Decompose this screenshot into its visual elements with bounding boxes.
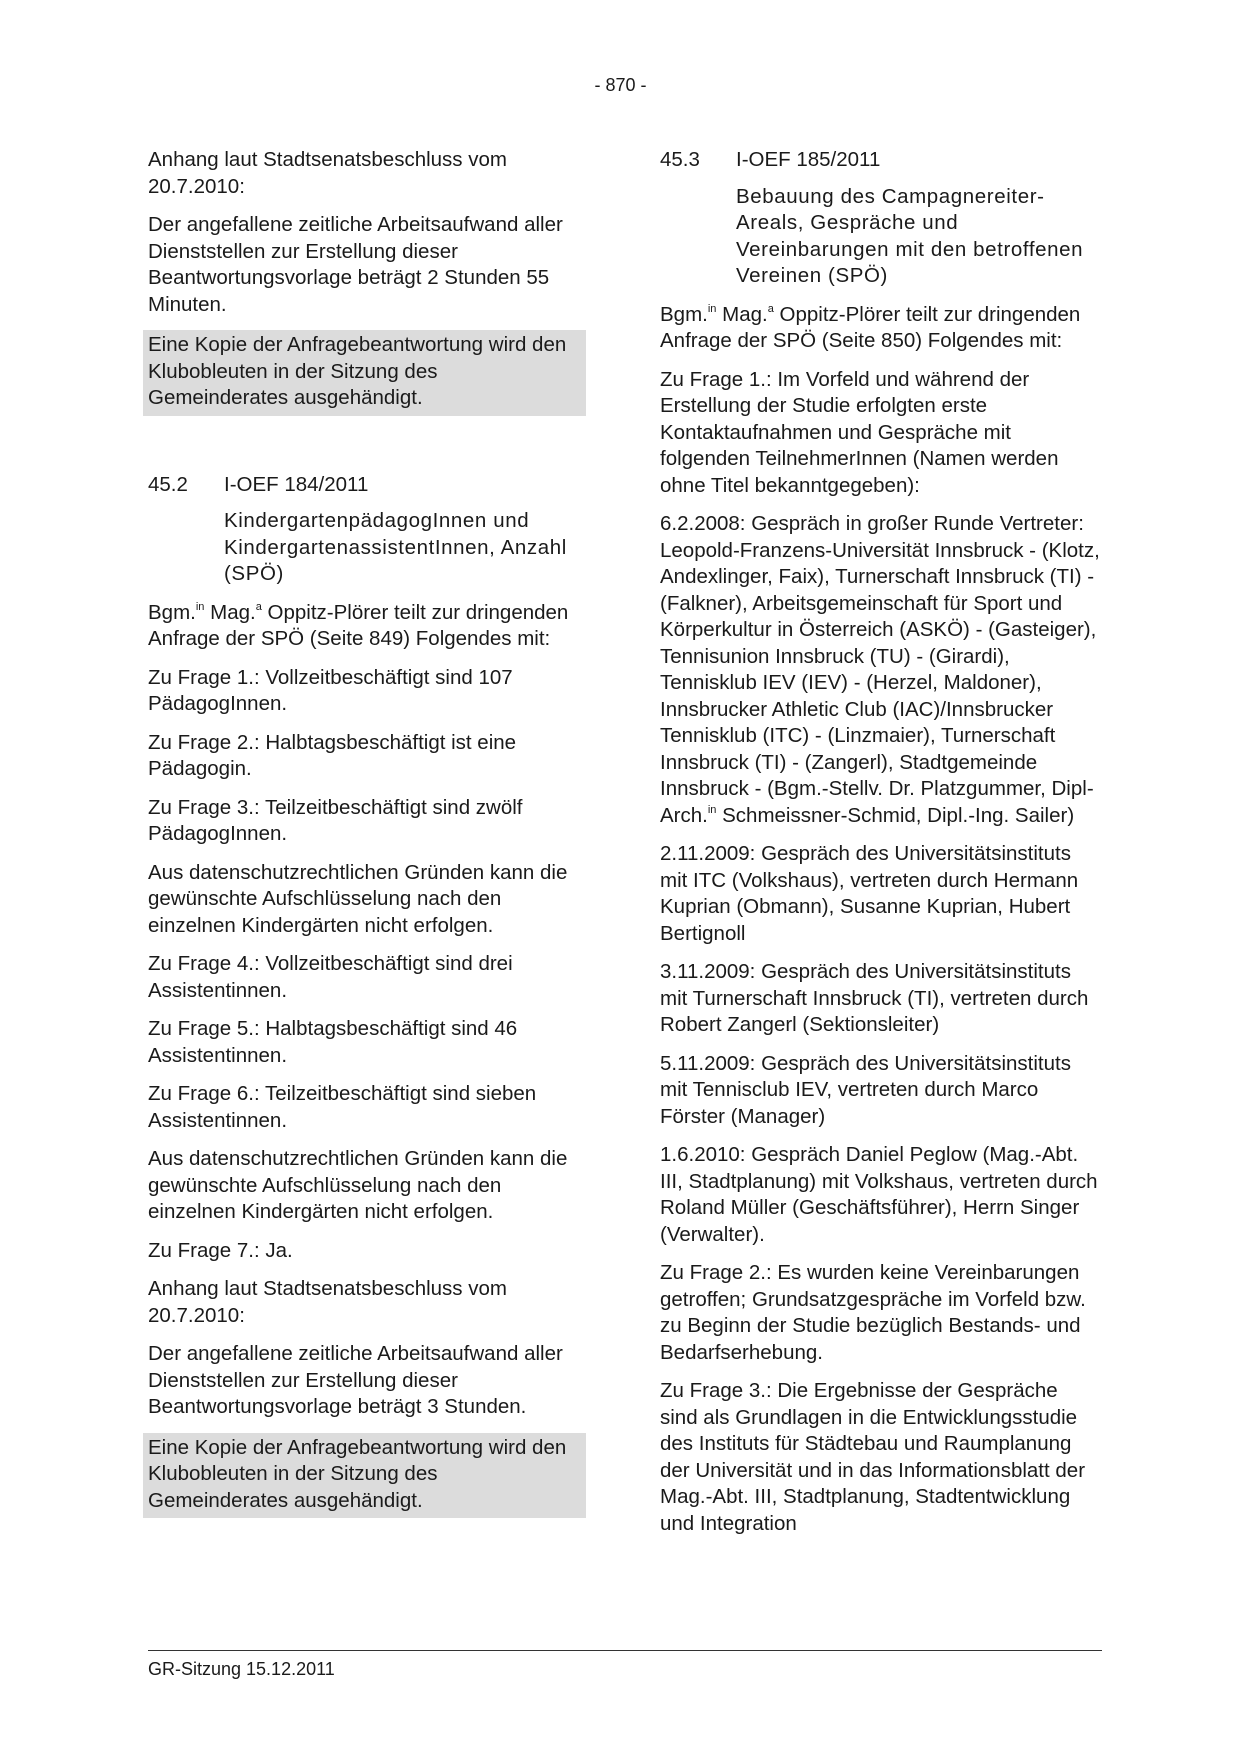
meeting-entry: 1.6.2010: Gespräch Daniel Peglow (Mag.-Abt. III, Stadtplanung) mit Volkshaus, vertreten durch Roland Müller (Geschäftsführer), Herrn Singer (Verwalter). [660, 1143, 1098, 1246]
answer-2: Zu Frage 2.: Halbtagsbeschäftigt ist eine Pädagogin. [148, 730, 517, 780]
item-heading [148, 472, 586, 499]
intro-paragraph: Bgm.$^{in}$ Mag.$^a$ Oppitz-Plörer teilt zur dringenden Anfrage der SPÖ (Seite 849) Folgendes mit: [148, 600, 569, 650]
footer: GR-Sitzung 15.12.2011 [148, 1659, 335, 1679]
answer-5: Zu Frage 5.: Halbtagsbeschäftigt sind 46 Assistentinnen. [148, 1017, 518, 1067]
right-column [660, 147, 1100, 1549]
answer-3: Zu Frage 3.: Teilzeitbeschäftigt sind zwölf PädagogInnen. [148, 795, 523, 845]
answer-1: Zu Frage 1.: Vollzeitbeschäftigt sind 107 PädagogInnen. [148, 665, 513, 715]
meeting-entry: 6.2.2008: Gespräch in großer Runde Vertreter: Leopold-Franzens-Universität Innsbruck - (Klotz, Andexlinger, Faix), Turnerschaft Innsbruck (TI) - (Falkner), Arbeitsgemeinschaft für Sport und Körperkultur in Österreich (ASKÖ) - (Gasteiger), Tennisunion Innsbruck (TU) - (Girardi), Tennisklub IEV (IEV) - (Herzel, Maldoner), Innsbrucker Athletic Club (IAC)/Innsbrucker Tennisklub (ITC) - (Linzmaier), Turnerschaft Innsbruck (TI) - (Zangerl), Stadtgemeinde Innsbruck - (Bgm.-Stellv. Dr. Platzgummer, Dipl-Arch.$^{in}$ Schmeissner-Schmid, Dipl.-Ing. Sailer) [660, 512, 1100, 827]
item-number: 45.2 [148, 472, 188, 496]
effort-note: Der angefallene zeitliche Arbeitsaufwand aller Dienststellen zur Erstellung dieser Beantwortungsvorlage beträgt 2 Stunden 55 Minuten. [148, 213, 563, 316]
copy-note-highlight: Eine Kopie der Anfragebeantwortung wird den Klubobleuten in der Sitzung des Gemeinderates ausgehändigt. [143, 330, 586, 416]
copy-note-highlight: Eine Kopie der Anfragebeantwortung wird den Klubobleuten in der Sitzung des Gemeinderates ausgehändigt. [143, 1433, 586, 1519]
item-code: I-OEF 185/2011 [736, 148, 881, 171]
page-number: - 870 - [594, 75, 647, 95]
meeting-entry: 5.11.2009: Gespräch des Universitätsinstituts mit Tennisclub IEV, vertreten durch Marco Förster (Manager) [660, 1051, 1071, 1128]
item-code: I-OEF 184/2011 [224, 472, 369, 496]
answer-2: Zu Frage 2.: Es wurden keine Vereinbarungen getroffen; Grundsatzgespräche im Vorfeld bzw. zu Beginn der Studie bezüglich Bestands- und Bedarfserhebung. [660, 1261, 1086, 1364]
annex-note: Anhang laut Stadtsenatsbeschluss vom 20.7.2010: [148, 148, 507, 198]
intro-paragraph: Bgm.$^{in}$ Mag.$^a$ Oppitz-Plörer teilt zur dringenden Anfrage der SPÖ (Seite 850) Folgendes mit: [660, 302, 1081, 352]
left-column [148, 147, 586, 1530]
privacy-note: Aus datenschutzrechtlichen Gründen kann die gewünschte Aufschlüsselung nach den einzelnen Kindergärten nicht erfolgen. [148, 860, 568, 937]
answer-1: Zu Frage 1.: Im Vorfeld und während der Erstellung der Studie erfolgten erste Kontaktaufnahmen und Gespräche mit folgenden TeilnehmerInnen (Namen werden ohne Titel bekanntgegeben): [660, 367, 1059, 497]
effort-note: Der angefallene zeitliche Arbeitsaufwand aller Dienststellen zur Erstellung dieser Beantwortungsvorlage beträgt 3 Stunden. [148, 1342, 563, 1418]
answer-4: Zu Frage 4.: Vollzeitbeschäftigt sind drei Assistentinnen. [148, 952, 513, 1002]
item-number: 45.3 [660, 148, 700, 171]
item-title: KindergartenpädagogInnen und KindergartenassistentInnen, Anzahl (SPÖ) [224, 509, 567, 585]
meeting-entry: 2.11.2009: Gespräch des Universitätsinstituts mit ITC (Volkshaus), vertreten durch Hermann Kuprian (Obmann), Susanne Kuprian, Hubert Bertignoll [660, 842, 1079, 945]
annex-note: Anhang laut Stadtsenatsbeschluss vom 20.7.2010: [148, 1277, 507, 1327]
item-heading [660, 147, 1100, 174]
item-title: Bebauung des Campagnereiter-Areals, Gespräche und Vereinbarungen mit den betroffenen Vereinen (SPÖ) [736, 184, 1084, 287]
meeting-entry: 3.11.2009: Gespräch des Universitätsinstituts mit Turnerschaft Innsbruck (TI), vertreten durch Robert Zangerl (Sektionsleiter) [660, 960, 1089, 1036]
answer-3: Zu Frage 3.: Die Ergebnisse der Gespräche sind als Grundlagen in die Entwicklungsstudie des Instituts für Städtebau und Raumplanung der Universität und in das Informationsblatt der Mag.-Abt. III, Stadtplanung, Stadtentwicklung und Integration [660, 1379, 1086, 1535]
answer-7: Zu Frage 7.: Ja. [148, 1238, 293, 1262]
answer-6: Zu Frage 6.: Teilzeitbeschäftigt sind sieben Assistentinnen. [148, 1082, 537, 1132]
footer-divider [148, 1650, 1102, 1651]
privacy-note: Aus datenschutzrechtlichen Gründen kann die gewünschte Aufschlüsselung nach den einzelnen Kindergärten nicht erfolgen. [148, 1147, 568, 1223]
